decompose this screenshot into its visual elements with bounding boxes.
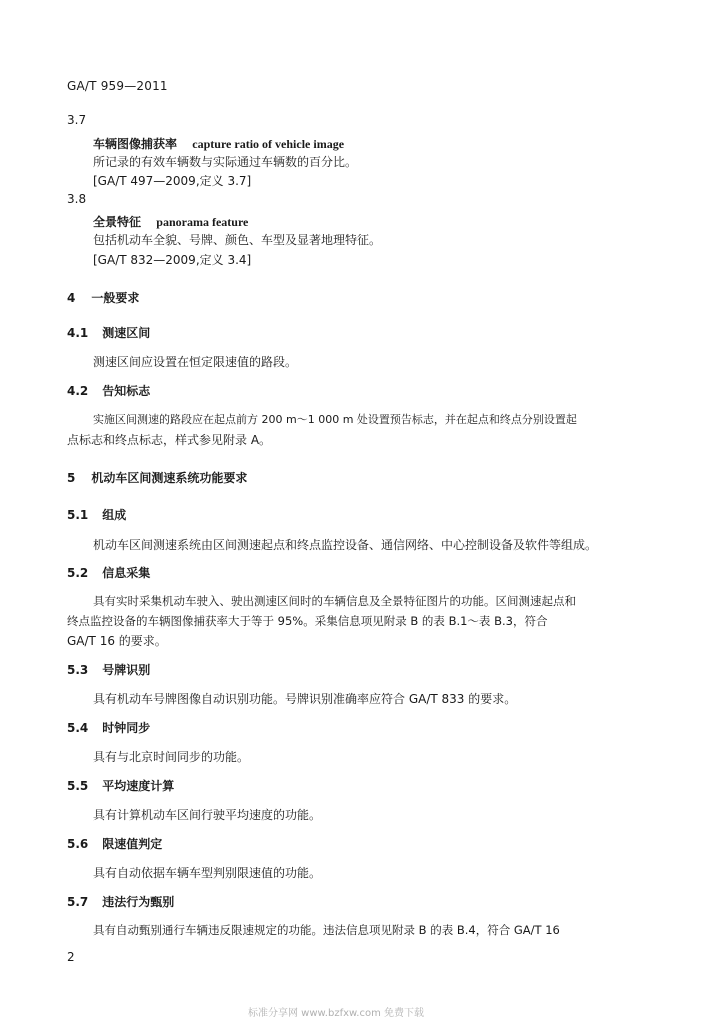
clause-number: 5.1 [67, 508, 89, 522]
clause-text-5-2-line1: 具有实时采集机动车驶入、驶出测速区间时的车辆信息及全景特征图片的功能。区间测速起点和 [93, 594, 576, 608]
section-heading-4 [67, 289, 139, 306]
clause-title: 平均速度计算 [102, 779, 175, 793]
clause-number: 4.2 [67, 384, 89, 398]
clause-number: 4.1 [67, 326, 89, 340]
clause-text-5-2-line2: 终点监控设备的车辆图像捕获率大于等于 95%。采集信息项见附录 B 的表 B.1～表 B.3，符合 [67, 614, 548, 628]
clause-title: 测速区间 [102, 326, 151, 340]
term-source-3-8: [GA/T 832—2009,定义 3.4] [93, 253, 252, 267]
clause-title: 组成 [102, 508, 127, 522]
term-title-3-8 [93, 211, 248, 230]
clause-number: 5.6 [67, 837, 89, 851]
section-number: 5 [67, 471, 76, 485]
term-zh: 全景特征 [93, 215, 142, 229]
clause-number: 5.7 [67, 895, 89, 909]
clause-text-5-5: 具有计算机动车区间行驶平均速度的功能。 [93, 808, 322, 822]
clause-text-5-6: 具有自动依据车辆车型判别限速值的功能。 [93, 866, 322, 880]
term-definition-3-7: 所记录的有效车辆数与实际通过车辆数的百分比。 [93, 155, 358, 169]
section-heading-5 [67, 469, 247, 486]
clause-text-5-1: 机动车区间测速系统由区间测速起点和终点监控设备、通信网络、中心控制设备及软件等组成。 [93, 538, 598, 552]
term-zh: 车辆图像捕获率 [93, 137, 178, 151]
clause-heading-5-1 [67, 506, 126, 523]
page-number: 2 [67, 950, 75, 964]
section-title: 机动车区间测速系统功能要求 [91, 471, 248, 485]
term-source-3-7: [GA/T 497—2009,定义 3.7] [93, 174, 252, 188]
clause-text-5-4: 具有与北京时间同步的功能。 [93, 750, 250, 764]
clause-heading-5-2 [67, 564, 150, 581]
term-title-3-7 [93, 133, 344, 152]
clause-title: 告知标志 [102, 384, 151, 398]
standard-number: GA/T 959—2011 [67, 79, 168, 93]
term-definition-3-8: 包括机动车全貌、号牌、颜色、车型及显著地理特征。 [93, 233, 382, 247]
clause-heading-5-3 [67, 661, 150, 678]
clause-number: 5.4 [67, 721, 89, 735]
clause-text-4-1: 测速区间应设置在恒定限速值的路段。 [93, 355, 298, 369]
clause-title: 限速值判定 [102, 837, 163, 851]
footer-watermark: 标准分享网 www.bzfxw.com 免费下载 [248, 1008, 424, 1019]
clause-heading-5-5 [67, 777, 174, 794]
clause-number: 5.3 [67, 663, 89, 677]
clause-text-4-2-line2: 点标志和终点标志，样式参见附录 A。 [67, 433, 272, 447]
term-en: panorama feature [156, 215, 249, 229]
clause-text-5-2-line3: GA/T 16 的要求。 [67, 634, 167, 648]
clause-heading-4-2 [67, 382, 150, 399]
clause-title: 信息采集 [102, 566, 151, 580]
clause-text-5-7: 具有自动甄别通行车辆违反限速规定的功能。违法信息项见附录 B 的表 B.4，符合 GA/T 16 [93, 923, 560, 937]
clause-text-5-3: 具有机动车号牌图像自动识别功能。号牌识别准确率应符合 GA/T 833 的要求。 [93, 692, 517, 706]
clause-heading-5-4 [67, 719, 150, 736]
clause-number: 5.2 [67, 566, 89, 580]
clause-title: 违法行为甄别 [102, 895, 175, 909]
clause-heading-5-7 [67, 893, 174, 910]
clause-heading-4-1 [67, 324, 150, 341]
term-number-3-7: 3.7 [67, 113, 87, 127]
term-number-3-8: 3.8 [67, 192, 87, 206]
clause-text-4-2-line1: 实施区间测速的路段应在起点前方 200 m～1 000 m 处设置预告标志，并在起点和终点分别设置起 [93, 413, 577, 426]
clause-title: 号牌识别 [102, 663, 151, 677]
section-number: 4 [67, 291, 76, 305]
clause-heading-5-6 [67, 835, 162, 852]
clause-title: 时钟同步 [102, 721, 151, 735]
section-title: 一般要求 [91, 291, 140, 305]
term-en: capture ratio of vehicle image [192, 137, 345, 151]
clause-number: 5.5 [67, 779, 89, 793]
